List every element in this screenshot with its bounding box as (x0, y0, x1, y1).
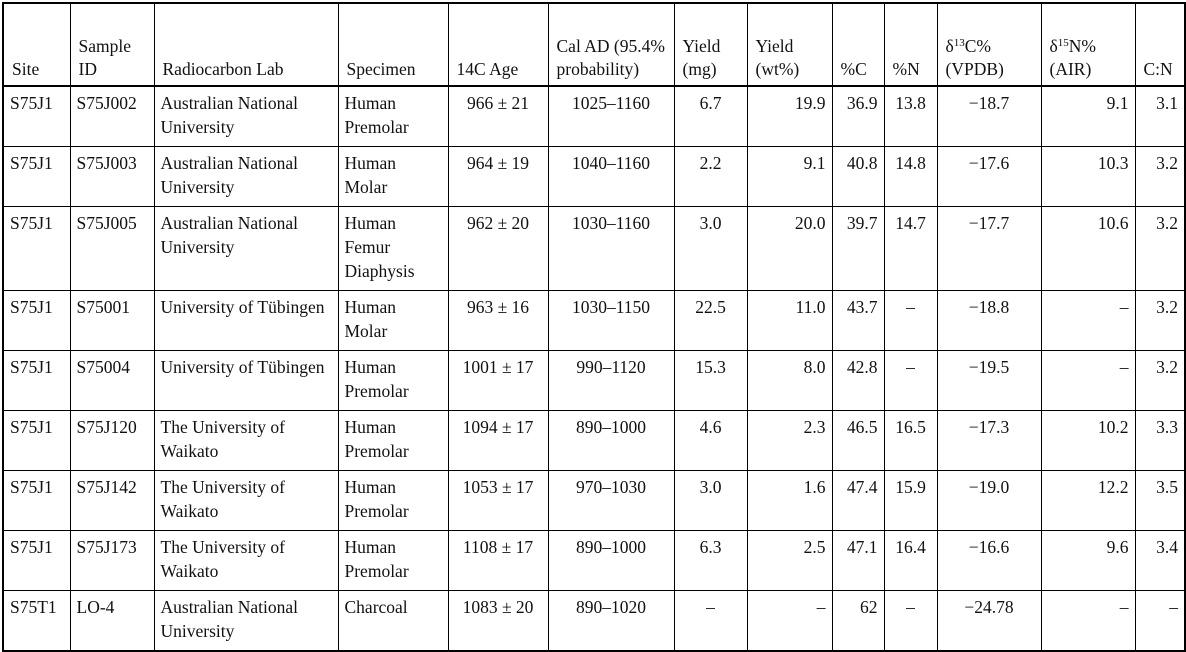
cell-yield-wt: 1.6 (747, 471, 832, 531)
cell-site: S75J1 (3, 471, 70, 531)
cell-specimen: Human Premolar (338, 86, 448, 147)
cell-lab: University of Tübingen (154, 351, 338, 411)
cell-cn: 3.2 (1135, 147, 1185, 207)
cell-cal: 1040–1160 (548, 147, 674, 207)
cell-cn: 3.4 (1135, 531, 1185, 591)
cell-specimen: Human Premolar (338, 471, 448, 531)
header-d13c-sup: 13 (953, 37, 965, 49)
table-row (3, 411, 1185, 471)
cell-yield-wt: 19.9 (747, 86, 832, 147)
table-row (3, 351, 1185, 411)
cell-lab: The University of Waikato (154, 531, 338, 591)
cell-pc: 62 (832, 591, 884, 652)
table-row (3, 591, 1185, 652)
header-yield-mg: Yield (mg) (674, 3, 747, 86)
cell-cal: 1025–1160 (548, 86, 674, 147)
cell-age: 1083 ± 20 (448, 591, 548, 652)
cell-d15n: 9.1 (1041, 86, 1135, 147)
cell-sample-id: S75J005 (70, 207, 154, 291)
cell-d15n: 10.3 (1041, 147, 1135, 207)
cell-lab: Australian National University (154, 207, 338, 291)
cell-site: S75J1 (3, 147, 70, 207)
cell-d15n: – (1041, 351, 1135, 411)
header-specimen: Specimen (338, 3, 448, 86)
cell-pn: 16.5 (884, 411, 937, 471)
table-row (3, 291, 1185, 351)
cell-cn: 3.2 (1135, 291, 1185, 351)
cell-specimen: Human Premolar (338, 531, 448, 591)
cell-site: S75J1 (3, 207, 70, 291)
cell-pn: 13.8 (884, 86, 937, 147)
cell-yield-mg: 22.5 (674, 291, 747, 351)
cell-specimen: Charcoal (338, 591, 448, 652)
cell-yield-mg: 4.6 (674, 411, 747, 471)
cell-age: 1108 ± 17 (448, 531, 548, 591)
cell-d15n: – (1041, 291, 1135, 351)
cell-site: S75J1 (3, 86, 70, 147)
cell-d15n: 9.6 (1041, 531, 1135, 591)
cell-d13c: −17.7 (937, 207, 1041, 291)
table-row (3, 147, 1185, 207)
header-d15n-delta: δ (1049, 36, 1058, 56)
cell-pn: 14.8 (884, 147, 937, 207)
cell-pn: 14.7 (884, 207, 937, 291)
cell-d15n: – (1041, 591, 1135, 652)
cell-pn: – (884, 291, 937, 351)
cell-pn: 15.9 (884, 471, 937, 531)
cell-d13c: −16.6 (937, 531, 1041, 591)
cell-specimen: Human Femur Diaphysis (338, 207, 448, 291)
header-yield-wt: Yield (wt%) (747, 3, 832, 86)
cell-lab: University of Tübingen (154, 291, 338, 351)
cell-age: 1001 ± 17 (448, 351, 548, 411)
cell-cn: 3.5 (1135, 471, 1185, 531)
header-age: 14C Age (448, 3, 548, 86)
cell-yield-wt: 9.1 (747, 147, 832, 207)
cell-yield-mg: 3.0 (674, 207, 747, 291)
cell-specimen: Human Premolar (338, 351, 448, 411)
cell-age: 966 ± 21 (448, 86, 548, 147)
cell-d13c: −19.0 (937, 471, 1041, 531)
cell-cn: 3.2 (1135, 351, 1185, 411)
cell-cal: 990–1120 (548, 351, 674, 411)
cell-yield-wt: – (747, 591, 832, 652)
cell-pc: 40.8 (832, 147, 884, 207)
cell-yield-wt: 2.3 (747, 411, 832, 471)
cell-pn: – (884, 591, 937, 652)
cell-specimen: Human Premolar (338, 411, 448, 471)
cell-lab: The University of Waikato (154, 411, 338, 471)
header-pc: %C (832, 3, 884, 86)
cell-pc: 36.9 (832, 86, 884, 147)
cell-age: 962 ± 20 (448, 207, 548, 291)
cell-yield-wt: 11.0 (747, 291, 832, 351)
header-cn: C:N (1135, 3, 1185, 86)
cell-sample-id: S75J002 (70, 86, 154, 147)
cell-pc: 47.1 (832, 531, 884, 591)
header-d13c (937, 3, 1041, 86)
header-site: Site (3, 3, 70, 86)
table-row (3, 531, 1185, 591)
header-cal: Cal AD (95.4% probability) (548, 3, 674, 86)
cell-yield-mg: 6.3 (674, 531, 747, 591)
cell-site: S75J1 (3, 531, 70, 591)
cell-lab: Australian National University (154, 591, 338, 652)
header-d13c-text: C% (VPDB) (945, 36, 1004, 79)
header-lab: Radiocarbon Lab (154, 3, 338, 86)
cell-specimen: Human Molar (338, 291, 448, 351)
cell-cn: 3.1 (1135, 86, 1185, 147)
cell-d13c: −19.5 (937, 351, 1041, 411)
cell-sample-id: LO-4 (70, 591, 154, 652)
cell-specimen: Human Molar (338, 147, 448, 207)
cell-yield-wt: 20.0 (747, 207, 832, 291)
cell-d13c: −17.3 (937, 411, 1041, 471)
cell-d13c: −18.8 (937, 291, 1041, 351)
header-d15n (1041, 3, 1135, 86)
cell-cn: 3.2 (1135, 207, 1185, 291)
cell-cal: 890–1000 (548, 411, 674, 471)
cell-yield-mg: 2.2 (674, 147, 747, 207)
cell-cal: 1030–1150 (548, 291, 674, 351)
cell-lab: Australian National University (154, 86, 338, 147)
cell-site: S75J1 (3, 411, 70, 471)
cell-cal: 1030–1160 (548, 207, 674, 291)
cell-pn: – (884, 351, 937, 411)
cell-d15n: 10.6 (1041, 207, 1135, 291)
cell-lab: Australian National University (154, 147, 338, 207)
cell-pc: 43.7 (832, 291, 884, 351)
cell-lab: The University of Waikato (154, 471, 338, 531)
cell-sample-id: S75J142 (70, 471, 154, 531)
cell-site: S75J1 (3, 351, 70, 411)
header-d13c-delta: δ (945, 36, 954, 56)
cell-d15n: 10.2 (1041, 411, 1135, 471)
table-row (3, 207, 1185, 291)
cell-sample-id: S75J173 (70, 531, 154, 591)
cell-age: 963 ± 16 (448, 291, 548, 351)
header-pn: %N (884, 3, 937, 86)
cell-cn: – (1135, 591, 1185, 652)
cell-yield-mg: – (674, 591, 747, 652)
cell-yield-wt: 8.0 (747, 351, 832, 411)
cell-d13c: −18.7 (937, 86, 1041, 147)
cell-cal: 970–1030 (548, 471, 674, 531)
cell-pc: 39.7 (832, 207, 884, 291)
cell-pc: 42.8 (832, 351, 884, 411)
cell-d15n: 12.2 (1041, 471, 1135, 531)
header-d15n-text: N% (AIR) (1049, 36, 1096, 79)
cell-yield-mg: 15.3 (674, 351, 747, 411)
table-row (3, 86, 1185, 147)
table-row (3, 471, 1185, 531)
cell-cal: 890–1020 (548, 591, 674, 652)
cell-cal: 890–1000 (548, 531, 674, 591)
cell-d13c: −17.6 (937, 147, 1041, 207)
cell-sample-id: S75J003 (70, 147, 154, 207)
cell-age: 1094 ± 17 (448, 411, 548, 471)
cell-site: S75T1 (3, 591, 70, 652)
cell-pc: 47.4 (832, 471, 884, 531)
cell-sample-id: S75004 (70, 351, 154, 411)
cell-pc: 46.5 (832, 411, 884, 471)
cell-yield-wt: 2.5 (747, 531, 832, 591)
cell-cn: 3.3 (1135, 411, 1185, 471)
header-row (3, 3, 1185, 86)
cell-sample-id: S75001 (70, 291, 154, 351)
cell-d13c: −24.78 (937, 591, 1041, 652)
cell-site: S75J1 (3, 291, 70, 351)
cell-sample-id: S75J120 (70, 411, 154, 471)
cell-pn: 16.4 (884, 531, 937, 591)
cell-age: 964 ± 19 (448, 147, 548, 207)
radiocarbon-table (2, 2, 1186, 652)
header-sample-id: Sample ID (70, 3, 154, 86)
cell-yield-mg: 3.0 (674, 471, 747, 531)
cell-age: 1053 ± 17 (448, 471, 548, 531)
cell-yield-mg: 6.7 (674, 86, 747, 147)
header-d15n-sup: 15 (1057, 37, 1069, 49)
